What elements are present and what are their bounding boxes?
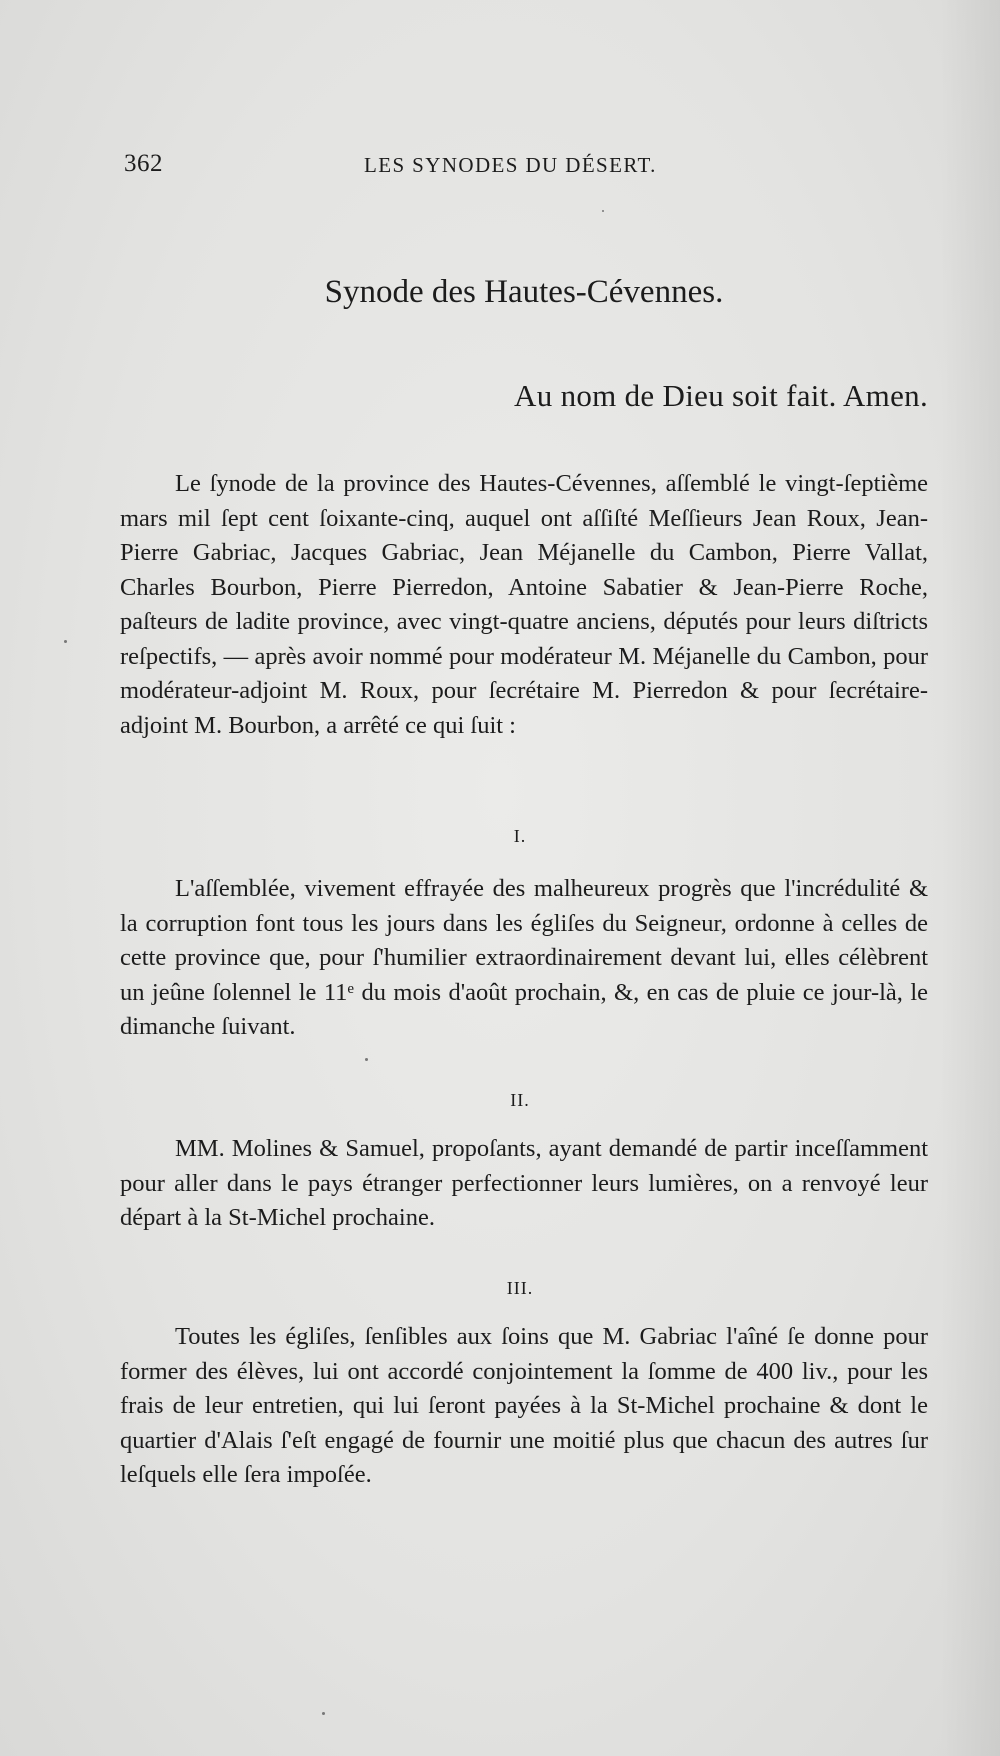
- running-title: LES SYNODES DU DÉSERT.: [364, 153, 657, 177]
- article-2: [120, 1132, 928, 1236]
- article-number-2: II.: [510, 1090, 530, 1110]
- article-3-text: Toutes les égliſes, ſenſibles aux ſoins que M. Gabriac l'aîné ſe donne pour former des élèves, lui ont accordé conjointement la ſomme de 400 liv., pour les frais de leur entretien, qui lui ſeront payées à la St-Michel prochaine & dont le quartier d'Alais ſ'eſt engagé de fournir une moitié plus que chacun des autres ſur leſquels elle ſera impoſée.: [120, 1323, 928, 1488]
- article-1-text-before: L'aſſemblée, vivement effrayée des malheureux progrès que l'incrédulité & la corruption font tous les jours dans les égliſes du Seigneur, ordonne à celles de cette province que, pour ſ'humilier extraordinairement devant lui, elles célèbrent un jeûne ſolennel le 11: [120, 875, 928, 1006]
- paper-speck: [322, 1712, 325, 1715]
- article-1-superscript: e: [347, 980, 355, 997]
- paper-speck: [602, 210, 604, 212]
- article-2-text: MM. Molines & Samuel, propoſants, ayant demandé de partir inceſſamment pour aller dans le pays étranger perfectionner leurs lumières, on a renvoyé leur départ à la St-Michel prochaine.: [120, 1135, 928, 1231]
- page-number: 362: [124, 150, 163, 177]
- running-head: [124, 150, 930, 184]
- page-edge-shadow: [940, 0, 1000, 1756]
- article-1-text-after: du mois d'août prochain, &, en cas de pluie ce jour-là, le dimanche ſuivant.: [120, 978, 929, 1040]
- paper-speck: [365, 1058, 368, 1061]
- article-1: [120, 872, 928, 1045]
- article-number-3: III.: [506, 1278, 534, 1298]
- intro-text: Le ſynode de la province des Hautes-Cévennes, aſſemblé le vingt-ſeptième mars mil ſept cent ſoixante-cinq, auquel ont aſſiſté Meſſieurs Jean Roux, Jean-Pierre Gabriac, Jacques Gabriac, Jean Méjanelle du Cambon, Pierre Vallat, Charles Bourbon, Pierre Pierredon, Antoine Sabatier & Jean-Pierre Roche, paſteurs de ladite province, avec vingt-quatre anciens, députés pour leurs diſtricts reſpectifs, — après avoir nommé pour modérateur M. Méjanelle du Cambon, pour modérateur-adjoint M. Roux, pour ſecrétaire M. Pierredon & pour ſecrétaire-adjoint M. Bourbon, a arrêté ce qui ſuit :: [120, 470, 928, 739]
- intro-paragraph: [120, 467, 928, 743]
- synod-title: Synode des Hautes-Cévennes.: [324, 274, 724, 310]
- article-1-text: [120, 872, 928, 1045]
- article-3: [120, 1320, 928, 1493]
- invocation: Au nom de Dieu soit fait. Amen.: [514, 378, 928, 413]
- paper-speck: [64, 640, 67, 643]
- article-number-1: I.: [513, 826, 527, 846]
